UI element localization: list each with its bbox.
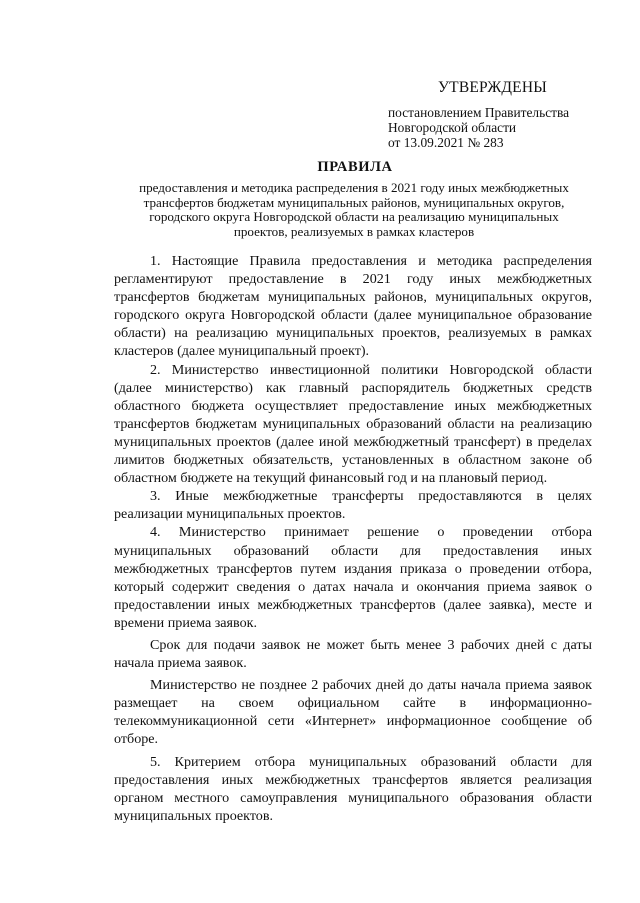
paragraph-4: 4. Министерство принимает решение о проведении отбора муниципальных образований области для предоставления иных межбюджетных трансфертов путем издания приказа о проведении отбора, который содержит сведения о датах начала и окончания приема заявок о предоставлении иных межбюджетных трансфертов (далее заявка), месте и времени приема заявок. (114, 524, 592, 631)
paragraph-5: Срок для подачи заявок не может быть менее 3 рабочих дней с даты начала приема заявок. (114, 636, 592, 672)
document-subtitle (113, 181, 595, 239)
subtitle-line-2: трансфертов бюджетам муниципальных районов, муниципальных округов, (143, 194, 565, 210)
approval-line-1: постановлением Правительства (388, 105, 570, 120)
paragraph-2: 2. Министерство инвестиционной политики Новгородской области (далее министерство) как главный распорядитель бюджетных средств областного бюджета осуществляет предоставление иных межбюджетных трансфертов бюджетам муниципальных образований области на реализацию муниципальных проектов (далее иной межбюджетный трансферт) в пределах лимитов бюджетных обязательств, установленных в областном законе об областном бюджете на текущий финансовый год и на плановый период. (114, 361, 592, 487)
approval-line-3: от 13.09.2021 № 283 (388, 135, 504, 150)
paragraph-7: 5. Критерием отбора муниципальных образований области для предоставления иных межбюджетных трансфертов является реализация органом местного самоуправления муниципального образования области муниципальных проектов. (114, 753, 592, 824)
approval-heading: УТВЕРЖДЕНЫ (438, 79, 547, 96)
subtitle-line-3: городского округа Новгородской области на реализацию муниципальных (149, 209, 559, 225)
paragraph-1: 1. Настоящие Правила предоставления и методика распределения регламентируют предоставление в 2021 году иных межбюджетных трансфертов бюджетам муниципальных районов, муниципальных округов, городского округа Новгородской области (далее муниципальное образование области) на реализацию муниципальных проектов, реализуемых в рамках кластеров (далее муниципальный проект). (114, 253, 592, 360)
paragraph-3: 3. Иные межбюджетные трансферты предоставляются в целях реализации муниципальных проектов. (114, 488, 592, 523)
approval-line-2: Новгородской области (388, 120, 517, 135)
subtitle-line-1: предоставления и методика распределения в 2021 году иных межбюджетных (139, 180, 569, 195)
document-title: ПРАВИЛА (317, 159, 393, 175)
paragraph-6: Министерство не позднее 2 рабочих дней до даты начала приема заявок размещает на своем официальном сайте в информационно-телекоммуникационной сети «Интернет» информационное сообщение об отборе. (114, 677, 592, 748)
approval-stamp (388, 79, 618, 150)
document-body (114, 252, 592, 825)
subtitle-line-4: проектов, реализуемых в рамках кластеров (233, 223, 475, 239)
